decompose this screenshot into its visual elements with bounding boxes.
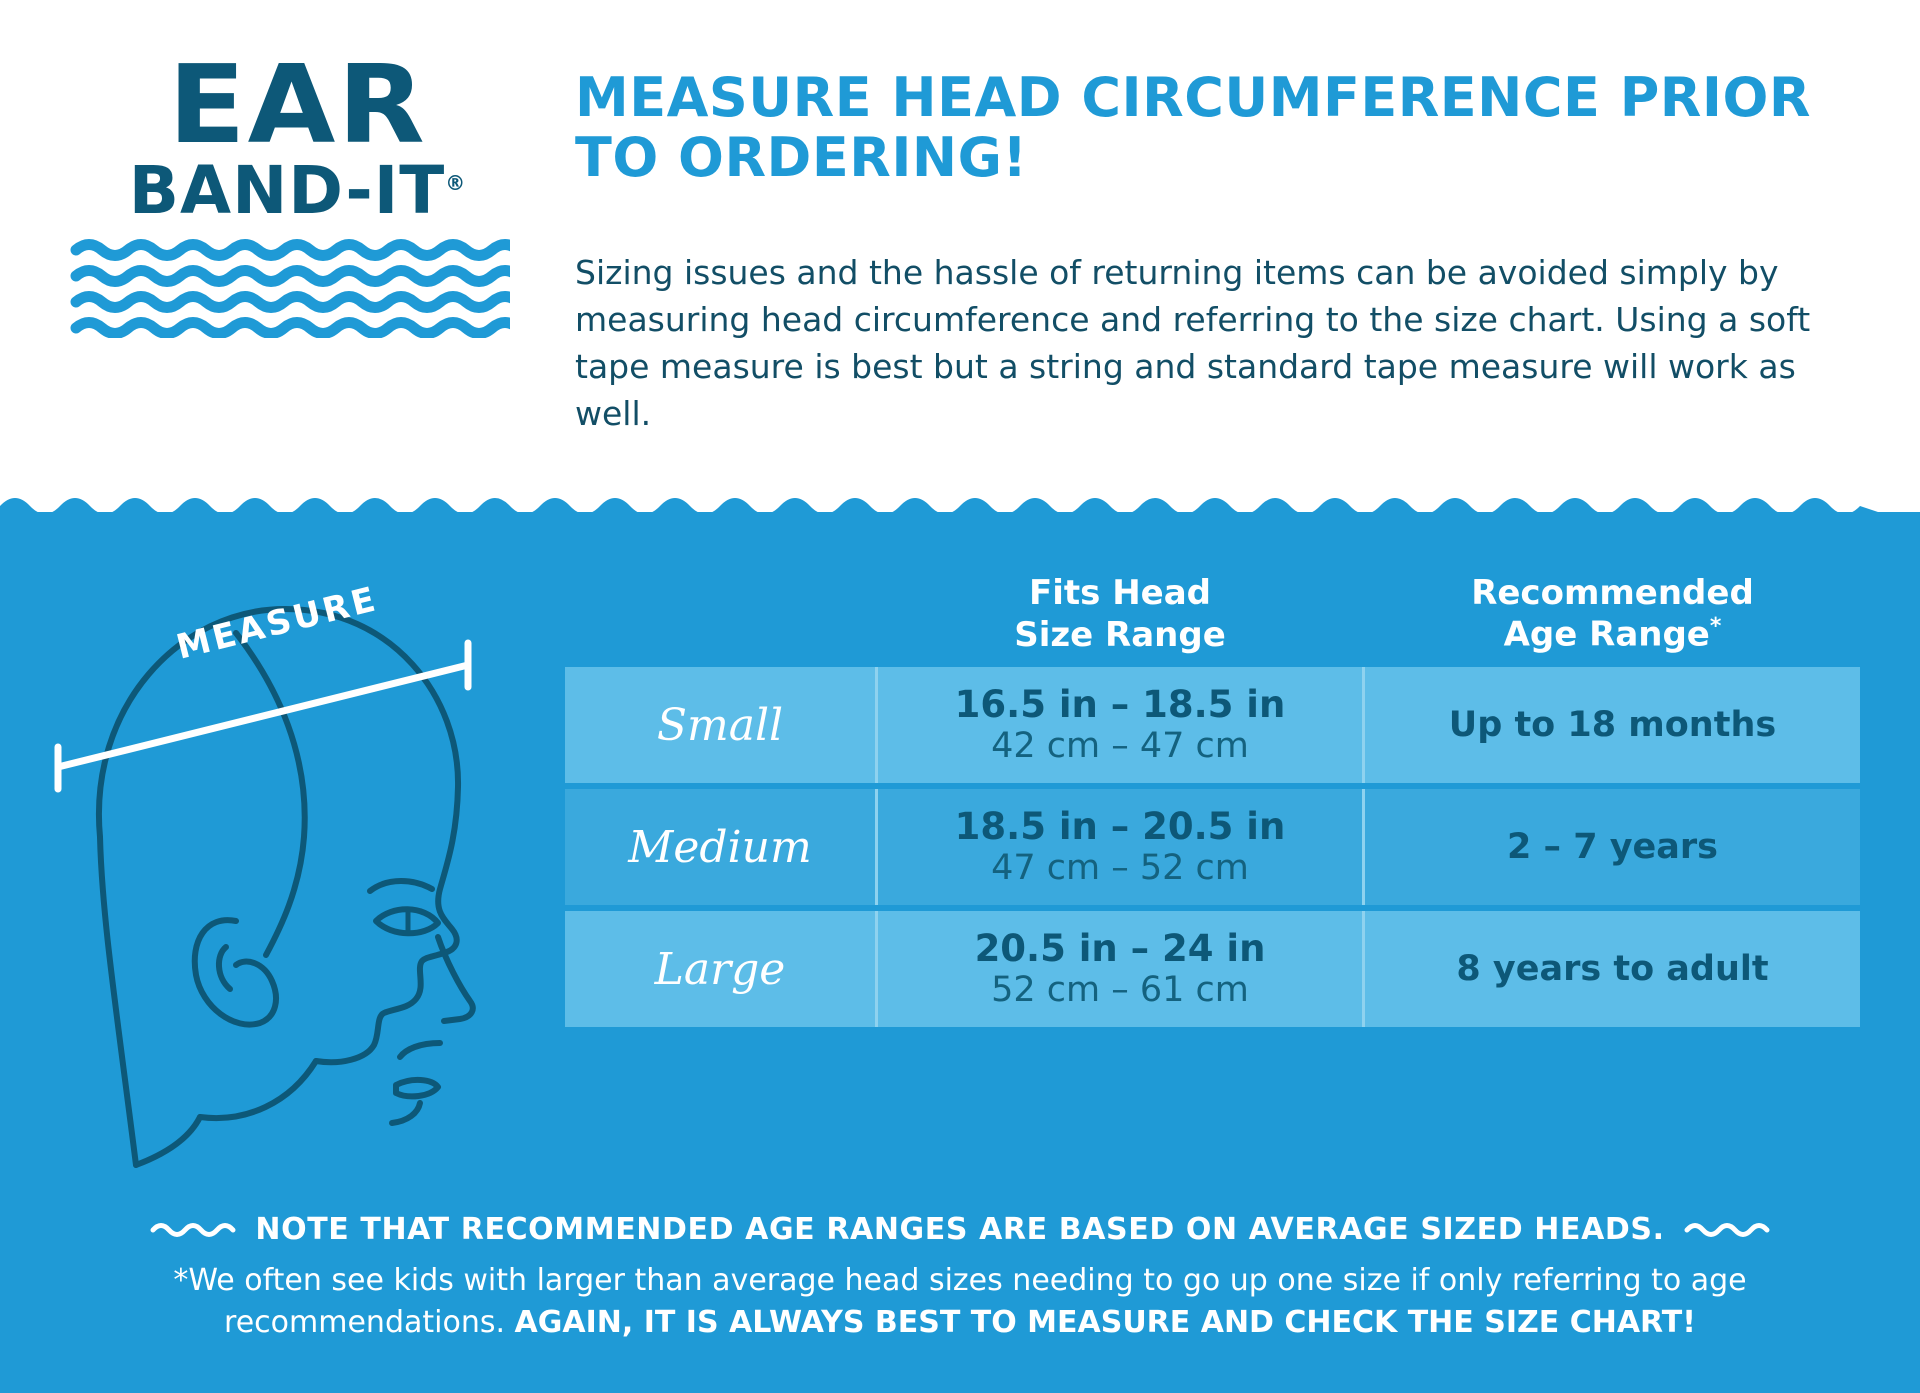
table-header-age-text: Age Range bbox=[1503, 614, 1710, 655]
table-header-fits bbox=[875, 562, 1365, 667]
row-size-label: Large bbox=[565, 911, 875, 1027]
table-row bbox=[565, 667, 1860, 783]
registered-mark: ® bbox=[445, 170, 467, 195]
size-chart-section bbox=[0, 512, 1920, 1393]
size-chart-table bbox=[565, 562, 1860, 1033]
table-header-size bbox=[565, 562, 875, 667]
logo-waves-icon bbox=[70, 238, 510, 338]
head-profile-illustration bbox=[40, 537, 585, 1177]
table-header-age-line1: Recommended bbox=[1471, 572, 1754, 613]
row-age-range: Up to 18 months bbox=[1365, 667, 1860, 783]
squiggle-left-icon bbox=[149, 1218, 237, 1242]
row-fits-cm: 42 cm – 47 cm bbox=[991, 726, 1249, 767]
table-row bbox=[565, 911, 1860, 1027]
row-fits-inches: 18.5 in – 20.5 in bbox=[954, 804, 1286, 848]
table-header-fits-line2: Size Range bbox=[1014, 614, 1226, 655]
row-size-label: Small bbox=[565, 667, 875, 783]
row-fits-cm: 47 cm – 52 cm bbox=[991, 848, 1249, 889]
page-title: MEASURE HEAD CIRCUMFERENCE PRIOR TO ORDERING! bbox=[575, 66, 1811, 190]
note-banner bbox=[0, 1212, 1920, 1247]
logo-text-bandit bbox=[70, 151, 525, 229]
row-fits-range bbox=[875, 789, 1365, 905]
measure-label: MEASURE bbox=[172, 579, 382, 668]
header-section bbox=[0, 0, 1920, 512]
intro-paragraph: Sizing issues and the hassle of returning items can be avoided simply by measuring head circumference and referring to the size chart. Using a soft tape measure is best but a string and standard tape measure will work as well. bbox=[575, 253, 1811, 433]
row-fits-inches: 20.5 in – 24 in bbox=[974, 926, 1266, 970]
row-size-label: Medium bbox=[565, 789, 875, 905]
note-banner-text: NOTE THAT RECOMMENDED AGE RANGES ARE BASED ON AVERAGE SIZED HEADS. bbox=[255, 1212, 1665, 1247]
table-header-age-asterisk: * bbox=[1709, 614, 1722, 640]
footnote bbox=[110, 1260, 1810, 1344]
row-fits-inches: 16.5 in – 18.5 in bbox=[954, 682, 1286, 726]
brand-logo bbox=[70, 43, 525, 343]
logo-text-ear: EAR bbox=[168, 43, 427, 168]
squiggle-right-icon bbox=[1683, 1218, 1771, 1242]
footnote-bold-text: AGAIN, IT IS ALWAYS BEST TO MEASURE AND CHECK THE SIZE CHART! bbox=[514, 1305, 1696, 1340]
table-header-row bbox=[565, 562, 1860, 667]
row-age-range: 2 – 7 years bbox=[1365, 789, 1860, 905]
table-row bbox=[565, 789, 1860, 905]
table-header-age-line2 bbox=[1471, 614, 1754, 656]
row-fits-range bbox=[875, 911, 1365, 1027]
row-fits-range bbox=[875, 667, 1365, 783]
logo-band-word: BAND-IT bbox=[128, 151, 446, 229]
table-header-age bbox=[1365, 562, 1860, 667]
table-header-fits-line1: Fits Head bbox=[1028, 573, 1211, 614]
row-age-range: 8 years to adult bbox=[1365, 911, 1860, 1027]
footnote-normal-text: *We often see kids with larger than average head sizes needing to go up one size if only referring to age recommendations. bbox=[173, 1263, 1747, 1340]
row-fits-cm: 52 cm – 61 cm bbox=[991, 970, 1249, 1011]
